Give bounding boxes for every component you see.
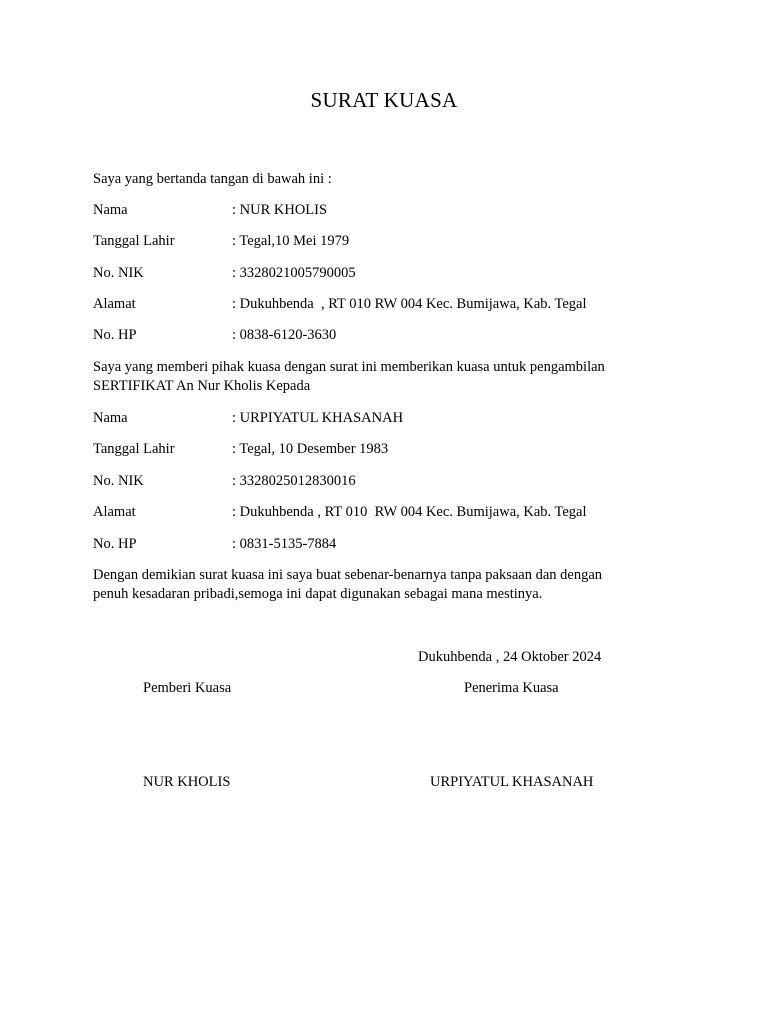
mandate-paragraph-line-2: SERTIFIKAT An Nur Kholis Kepada bbox=[93, 378, 311, 394]
grantee-name-label: Nama bbox=[93, 410, 128, 426]
closing-paragraph-line-2: penuh kesadaran pribadi,semoga ini dapat digunakan sebagai mana mestinya. bbox=[93, 586, 543, 602]
grantee-nik-label: No. NIK bbox=[93, 473, 144, 489]
grantor-nik-label: No. NIK bbox=[93, 265, 144, 281]
mandate-paragraph-line-1: Saya yang memberi pihak kuasa dengan surat ini memberikan kuasa untuk pengambilan bbox=[93, 359, 605, 375]
grantor-address-label: Alamat bbox=[93, 296, 136, 312]
grantee-address-value: : Dukuhbenda , RT 010 RW 004 Kec. Bumijawa, Kab. Tegal bbox=[232, 504, 587, 520]
grantor-role: Pemberi Kuasa bbox=[143, 680, 232, 696]
grantor-nik-value: : 3328021005790005 bbox=[232, 265, 356, 281]
grantor-birth-value: : Tegal,10 Mei 1979 bbox=[232, 233, 350, 249]
grantee-signature-name: URPIYATUL KHASANAH bbox=[430, 774, 594, 790]
grantee-name-value: : URPIYATUL KHASANAH bbox=[232, 410, 404, 426]
grantee-nik-value: : 3328025012830016 bbox=[232, 473, 356, 489]
grantor-phone-label: No. HP bbox=[93, 327, 137, 343]
grantor-signature-name: NUR KHOLIS bbox=[143, 774, 231, 790]
grantor-address-value: : Dukuhbenda , RT 010 RW 004 Kec. Bumijawa, Kab. Tegal bbox=[232, 296, 587, 312]
grantor-phone-value: : 0838-6120-3630 bbox=[232, 327, 337, 343]
grantor-name-label: Nama bbox=[93, 202, 128, 218]
grantor-birth-label: Tanggal Lahir bbox=[93, 233, 175, 249]
grantee-role: Penerima Kuasa bbox=[464, 680, 559, 696]
closing-paragraph-line-1: Dengan demikian surat kuasa ini saya buat sebenar-benarnya tanpa paksaan dan dengan bbox=[93, 567, 603, 583]
document-title: SURAT KUASA bbox=[310, 88, 458, 112]
grantor-name-value: : NUR KHOLIS bbox=[232, 202, 328, 218]
grantee-phone-label: No. HP bbox=[93, 536, 137, 552]
grantee-birth-value: : Tegal, 10 Desember 1983 bbox=[232, 441, 389, 457]
grantee-birth-label: Tanggal Lahir bbox=[93, 441, 175, 457]
grantee-address-label: Alamat bbox=[93, 504, 136, 520]
grantee-phone-value: : 0831-5135-7884 bbox=[232, 536, 337, 552]
place-date: Dukuhbenda , 24 Oktober 2024 bbox=[418, 649, 602, 665]
intro-text: Saya yang bertanda tangan di bawah ini : bbox=[93, 171, 332, 187]
